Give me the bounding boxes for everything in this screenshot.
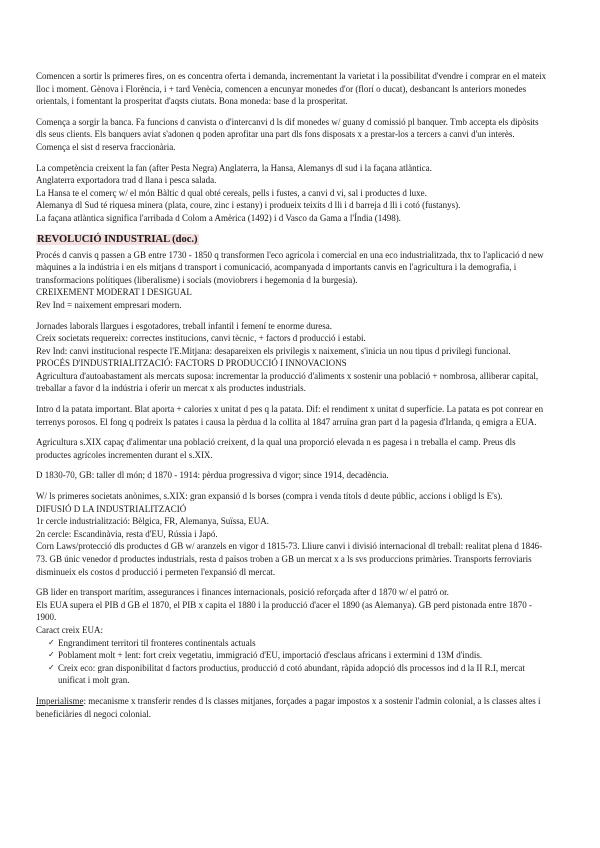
diffusion-line: 2n cercle: Escandinàvia, resta d'EU, Rússia i Japó. bbox=[36, 528, 218, 539]
banking-paragraph bbox=[36, 116, 548, 154]
competition-line: La competència creixent la fan (after Pesta Negra) Anglaterra, la Hansa, Alemanys dl sud i la façana atlàntica. bbox=[36, 162, 432, 173]
subheading-diffusion: DIFUSIÓ D LA INDUSTRIALITZACIÓ bbox=[36, 503, 187, 514]
competition-line: La Hansa te el comerç w/ el món Bàltic d qual obté cereals, pells i fustes, a canvi d vi, sal i productes d luxe. bbox=[36, 187, 427, 198]
competition-paragraph bbox=[36, 162, 548, 225]
potato-paragraph bbox=[36, 403, 548, 428]
fairs-paragraph bbox=[36, 70, 548, 108]
checkmark-icon: ✓ bbox=[48, 662, 55, 672]
labour-line: Rev Ind: canvi institucional respecte l'E.Mitjana: desapareixen els privilegis x naixement, s'inicia un nou tipus d privilegi funcional. bbox=[36, 345, 511, 356]
caract-list bbox=[36, 637, 548, 687]
subheading-growth: CREIXEMENT MODERAT I DESIGUAL bbox=[36, 287, 192, 298]
caract-label: Caract creix EUA: bbox=[36, 624, 103, 635]
list-item bbox=[48, 637, 548, 650]
checkmark-icon: ✓ bbox=[48, 650, 55, 660]
agriculture-text: Agricultura d'autoabastament als mercats suposa: incrementar la producció d'aliments x sostenir una població + nombrosa, alliberar capital, treballar a favor d la indústria i oferir un mercat x als productes industrials. bbox=[36, 370, 539, 394]
labour-line: Creix societats requereix: correctes institucions, canvi tècnic, + factors d producció i estabi. bbox=[36, 333, 366, 344]
gb-usa-paragraph bbox=[36, 586, 548, 687]
stock-exchange-paragraph bbox=[36, 490, 548, 578]
section-title-text: REVOLUCIÓ INDUSTRIAL (doc.) bbox=[37, 233, 198, 245]
labour-line: Jornades laborals llargues i esgotadores, treball infantil i femení te enorme duresa. bbox=[36, 320, 332, 331]
gb-usa-line: Els EUA supera el PIB d GB el 1870, el PIB x capita el 1880 i la producció d'acer el 1890 (as Alemanya). GB perd pistonada entre 1870 - 1900. bbox=[36, 599, 532, 623]
intro-paragraph bbox=[36, 249, 548, 312]
imperialism-definition: : mecanisme x transferir rendes d ls classes mitjanes, forçades a pagar impostos x a sostenir l'admin colonial, a ls classes altes i beneficiàries dl negoci colonial. bbox=[36, 695, 541, 719]
growth-line: Rev Ind = naixement empresari modern. bbox=[36, 299, 182, 310]
competition-line: La façana atlàntica significa l'arribada d Colom a Amèrica (1492) i d Vasco da Gama a l'Índia (1498). bbox=[36, 212, 401, 223]
banking-text: Comença a sorgir la banca. Fa funcions d canvista o d'intercanvi d ls dif monedes w/ guany d comissió pl banquer. Tmb accepta els dipòsits dls seus clients. Els banquers aviat s'adonen q poden aprofitar una part dls fons disposats x a prestar-los a tercers a canvi d'un interès. Comença el sist d reserva fraccionària. bbox=[36, 116, 539, 152]
labour-paragraph bbox=[36, 320, 548, 396]
list-item bbox=[48, 662, 548, 687]
list-item-text: Creix eco: gran disponibilitat d factors productius, producció d cotó abundant, ràpida adopció dls processos ind d la II R.I, mercat unificat i molt gran. bbox=[58, 662, 525, 686]
gb-usa-line: GB lider en transport marítim, assegurances i finances internacionals, posició reforçada after d 1870 w/ el patró or. bbox=[36, 587, 449, 598]
list-item bbox=[48, 649, 548, 662]
imperialism-paragraph bbox=[36, 695, 548, 720]
fairs-text: Comencen a sortir ls primeres fires, on es concentra oferta i demanda, incrementant la varietat i la possibilitat d'vendre i comprar en el mateix lloc i moment. Gènova i Florència, i + tard Venècia, comencen a encunyar monedes d'or (florí o ducat), desbancant ls anteriors monedes orientals, i fomentant la prosperitat d'aqsts ciutats. Bona moneda: base d la prosperitat. bbox=[36, 71, 547, 107]
imperialism-label: Imperialisme bbox=[36, 695, 84, 706]
subheading-process: PROCÉS D'INDUSTRIALITZACIÓ: FACTORS D PRODUCCIÓ I INNOVACIONS bbox=[36, 358, 347, 369]
list-item-text: Poblament molt + lent: fort creix vegetatiu, immigració d'EU, importació d'esclaus africans i extermini d 13M d'indis. bbox=[58, 650, 483, 661]
diffusion-line: 1r cercle industrialització: Bèlgica, FR, Alemanya, Suïssa, EUA. bbox=[36, 516, 269, 527]
gb-periods-paragraph bbox=[36, 469, 548, 482]
intro-text: Procés d canvis q passen a GB entre 1730 - 1850 q transformen l'eco agrícola i comercial en una eco industrialitzada, thx to l'aplicació d new màquines a la indústria i en els mitjans d transport i comunicació, acompanyada d importants canvis en l'agricultura i la demografia, i transformacions polítiques (liberalisme) i socials (moviobrers i hegemonia d la burgesia). bbox=[36, 249, 544, 285]
list-item-text: Engrandiment territori til fronteres continentals actuals bbox=[58, 637, 256, 648]
stock-exchange-text: W/ ls primeres societats anònimes, s.XIX: gran expansió d ls borses (compra i venda títols d deute públic, accions i obligd ls E's). bbox=[36, 491, 503, 502]
section-title bbox=[36, 233, 548, 247]
agriculture19-text: Agricultura s.XIX capaç d'alimentar una població creixent, d la qual una proporció elevada n es pagesa i n treballa el camp. Preus dls productes agrícoles incrementen durant el s.XIX. bbox=[36, 437, 516, 460]
diffusion-line: Corn Laws/protecció dls productes d GB w/ aranzels en vigor d 1815-73. Lliure canvi i divisió internacional dl treball: realitat plena d 1846-73. GB únic venedor d productes industrials, resta d països troben a GB un mercat x a ls svs produccions primàries. Transports ferroviaris disminueix els costos d producció i permeten l'expansió dl mercat. bbox=[36, 541, 543, 577]
imperialism-text bbox=[36, 695, 548, 720]
gb-periods-text: D 1830-70, GB: taller dl món; d 1870 - 1914: pèrdua progressiva d vigor; since 1914, decadència. bbox=[36, 470, 389, 481]
agriculture19-paragraph bbox=[36, 436, 548, 461]
checkmark-icon: ✓ bbox=[48, 637, 55, 647]
competition-line: Anglaterra exportadora trad d llana i pesca salada. bbox=[36, 175, 217, 186]
competition-line: Alemanya dl Sud té riquesa minera (plata, coure, zinc i estany) i produeix teixits d lli i d barreja d lli i cotó (fustanys). bbox=[36, 200, 461, 211]
potato-text: Intro d la patata important. Blat aporta + calories x unitat d pes q la patata. Dif: el rendiment x unitat d superfície. La patata es pot conrear en terrenys porosos. El fong q podreix ls patates i causa la pèrdua d la collita al 1847 arruïna gran part d la pagesia d'Irlanda, q emigra a EUA. bbox=[36, 404, 544, 427]
